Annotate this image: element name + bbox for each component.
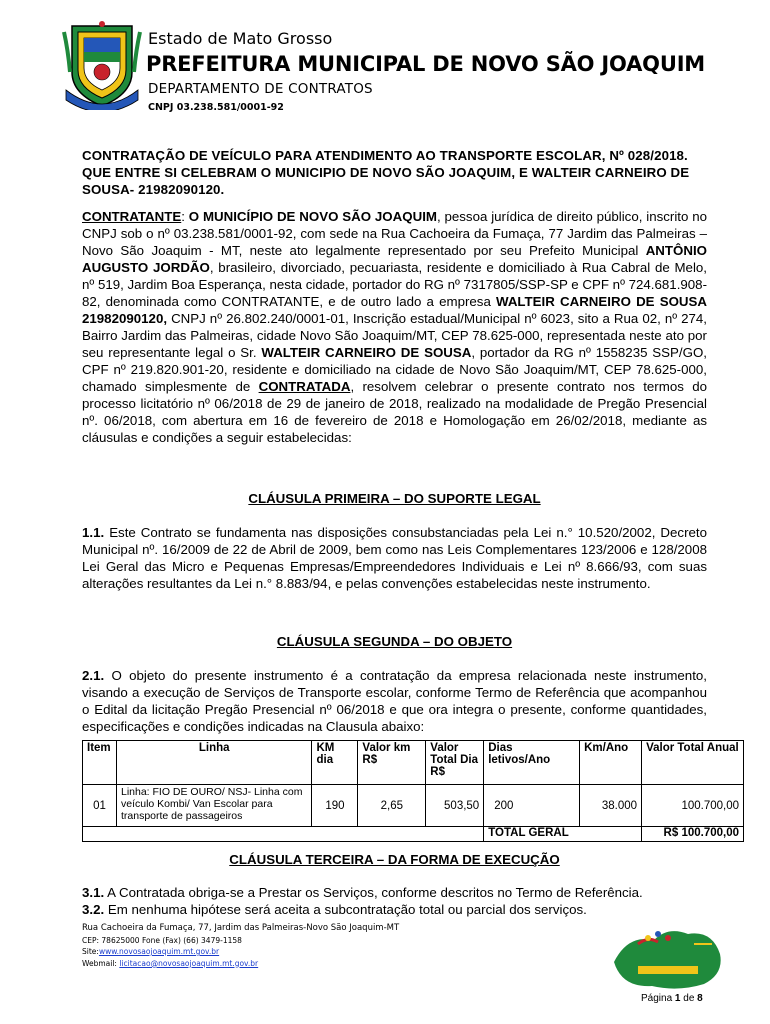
column-header: Dias letivos/Ano bbox=[484, 741, 580, 785]
clausula-segunda-heading: CLÁUSULA SEGUNDA – DO OBJETO bbox=[276, 634, 513, 649]
clausula-primeira-heading: CLÁUSULA PRIMEIRA – DO SUPORTE LEGAL bbox=[248, 491, 541, 506]
clausula-1-1-paragraph: 1.1. Este Contrato se fundamenta nas disposições consubstanciadas pela Lei n.° 10.520/2002, Decreto Municipal nº. 16/2009 de 22 de Abril de 2009, bem como nas Leis Complementares 123/2006 e 128/2008 Lei Geral das Micro e Pequenas Empresas/Empreendedores Individuais e Lei nº 8.666/93, com suas alterações resultantes da Lei n.° 8.883/94, e pelas convenções estabelecidas neste instrumento. bbox=[82, 525, 707, 591]
column-header: Linha bbox=[116, 741, 312, 785]
footer-site-line: Site:www.novosaojoaquim.mt.gov.br bbox=[82, 947, 220, 956]
clausula-2-1-paragraph: 2.1. O objeto do presente instrumento é a contratação da empresa relacionada neste instrumento, visando a execução de Serviços de Transporte escolar, conforme Termo de Referência que acompanhou o Edital da licitação Pregão Presencial nº 06/2018 e que ora integra o presente, conforme quantidades, especificações e condições indicadas na Clausula abaixo: bbox=[82, 668, 707, 734]
contratante-entity: O MUNICÍPIO DE NOVO SÃO JOAQUIM bbox=[188, 209, 437, 224]
column-header: Item bbox=[83, 741, 117, 785]
clausula-3-2-paragraph: 3.2. Em nenhuma hipótese será aceita a subcontratação total ou parcial dos serviços. bbox=[82, 902, 587, 917]
column-header: KM dia bbox=[312, 741, 358, 785]
cell-dias-letivos: 200 bbox=[484, 785, 580, 827]
cell-km-dia: 190 bbox=[312, 785, 358, 827]
empresa-name: WALTEIR CARNEIRO DE SOUSA 21982090120, bbox=[82, 294, 707, 326]
page-number: Página 1 de 8 bbox=[641, 993, 703, 1004]
column-header: Valor Total Dia R$ bbox=[426, 741, 484, 785]
current-page: 1 bbox=[674, 993, 681, 1004]
state-name: Estado de Mato Grosso bbox=[148, 29, 333, 48]
column-header: Valor Total Anual bbox=[642, 741, 744, 785]
cell-valor-total-anual: 100.700,00 bbox=[642, 785, 744, 827]
prefeito-name: ANTÔNIO AUGUSTO JORDÃO bbox=[82, 243, 707, 275]
cell-valor-km: 2,65 bbox=[358, 785, 426, 827]
total-geral-label: TOTAL GERAL bbox=[484, 827, 642, 842]
cell-valor-total-dia: 503,50 bbox=[426, 785, 484, 827]
table-row bbox=[83, 785, 744, 827]
total-pages: 8 bbox=[697, 993, 703, 1004]
novo-sao-joaquim-logo-icon bbox=[608, 922, 726, 994]
contratante-label: CONTRATANTE bbox=[82, 209, 182, 224]
footer-cep: CEP: 78625000 Fone (Fax) (66) 3479-1158 bbox=[82, 935, 242, 945]
webmail-link[interactable]: licitacao@novosaojoaquim.mt.gov.br bbox=[119, 958, 259, 968]
table-header-row bbox=[83, 741, 744, 785]
municipal-crest-icon bbox=[62, 20, 142, 110]
table-total-row bbox=[83, 827, 744, 842]
prefeitura-title: PREFEITURA MUNICIPAL DE NOVO SÃO JOAQUIM bbox=[146, 52, 706, 76]
page-footer bbox=[82, 923, 399, 969]
clausula-terceira-heading: CLÁUSULA TERCEIRA – DA FORMA DE EXECUÇÃO bbox=[229, 852, 560, 867]
column-header: Valor km R$ bbox=[358, 741, 426, 785]
contract-title: CONTRATAÇÃO DE VEÍCULO PARA ATENDIMENTO AO TRANSPORTE ESCOLAR, Nº 028/2018. QUE ENTRE SI CELEBRAM O MUNICIPIO DE NOVO SÃO JOAQUIM, E WALTEIR CARNEIRO DE SOUSA- 21982090120. bbox=[82, 148, 690, 197]
cell-km-ano: 38.000 bbox=[580, 785, 642, 827]
footer-address: Rua Cachoeira da Fumaça, 77, Jardim das Palmeiras-Novo São Joaquim-MT bbox=[82, 923, 400, 933]
site-link[interactable]: www.novosaojoaquim.mt.gov.br bbox=[98, 947, 220, 956]
cell-item: 01 bbox=[83, 785, 117, 827]
cell-linha: Linha: FIO DE OURO/ NSJ- Linha com veículo Kombi/ Van Escolar para transporte de passageiros bbox=[116, 785, 312, 827]
footer-webmail-line: Webmail: licitacao@novosaojoaquim.mt.gov.br bbox=[82, 958, 259, 968]
object-table bbox=[82, 740, 744, 842]
contratada-label: CONTRATADA bbox=[258, 379, 351, 394]
total-geral-value: R$ 100.700,00 bbox=[642, 827, 744, 842]
contratante-paragraph: CONTRATANTE: O MUNICÍPIO DE NOVO SÃO JOAQUIM, pessoa jurídica de direito público, inscrito no CNPJ sob o nº 03.238.581/0001-92, com sede na Rua Cachoeira da Fumaça, 77 Jardim das Palmeiras – Novo São Joaquim - MT, neste ato legalmente representado por seu Prefeito Municipal ANTÔNIO AUGUSTO JORDÃO, brasileiro, divorciado, pecuariasta, residente e domiciliado à Rua Cabral de Melo, nº 519, Jardim Boa Esperança, nesta cidade, portador do RG nº 7317805/SSP-SP e CPF nº 724.681.908-82, denominada como CONTRATANTE, e de outro lado a empresa WALTEIR CARNEIRO DE SOUSA 21982090120, CNPJ nº 26.802.240/0001-01, Inscrição estadual/Municipal nº 6023, sito a Rua 02, nº 274, Bairro Jardim das Palmeiras, cidade Novo São Joaquim/MT, CEP 78.625-000, representada neste ato por seu representante legal o Sr. WALTEIR CARNEIRO DE SOUSA, portador da RG nº 1558235 SSP/GO, CPF nº 219.820.901-20, residente e domiciliado na cidade de Novo São Joaquim/MT, CEP 78.625-000, chamado simplesmente de CONTRATADA, resolvem celebrar o presente contrato nos termos do processo licitatório nº 06/2018 de 29 de janeiro de 2018, realizado na modalidade de Pregão Presencial nº. 06/2018, com abertura em 16 de fevereiro de 2018 e Homologação em 26/02/2018, mediante as cláusulas e condições a seguir estabelecidas: bbox=[82, 209, 708, 445]
column-header: Km/Ano bbox=[580, 741, 642, 785]
representante-name: WALTEIR CARNEIRO DE SOUSA bbox=[261, 345, 472, 360]
department-name: DEPARTAMENTO DE CONTRATOS bbox=[148, 81, 373, 97]
cnpj-label: CNPJ 03.238.581/0001-92 bbox=[148, 102, 284, 113]
document-header bbox=[50, 20, 730, 120]
clausula-3-1-paragraph: 3.1. A Contratada obriga-se a Prestar os Serviços, conforme descritos no Termo de Referência. bbox=[82, 885, 643, 900]
